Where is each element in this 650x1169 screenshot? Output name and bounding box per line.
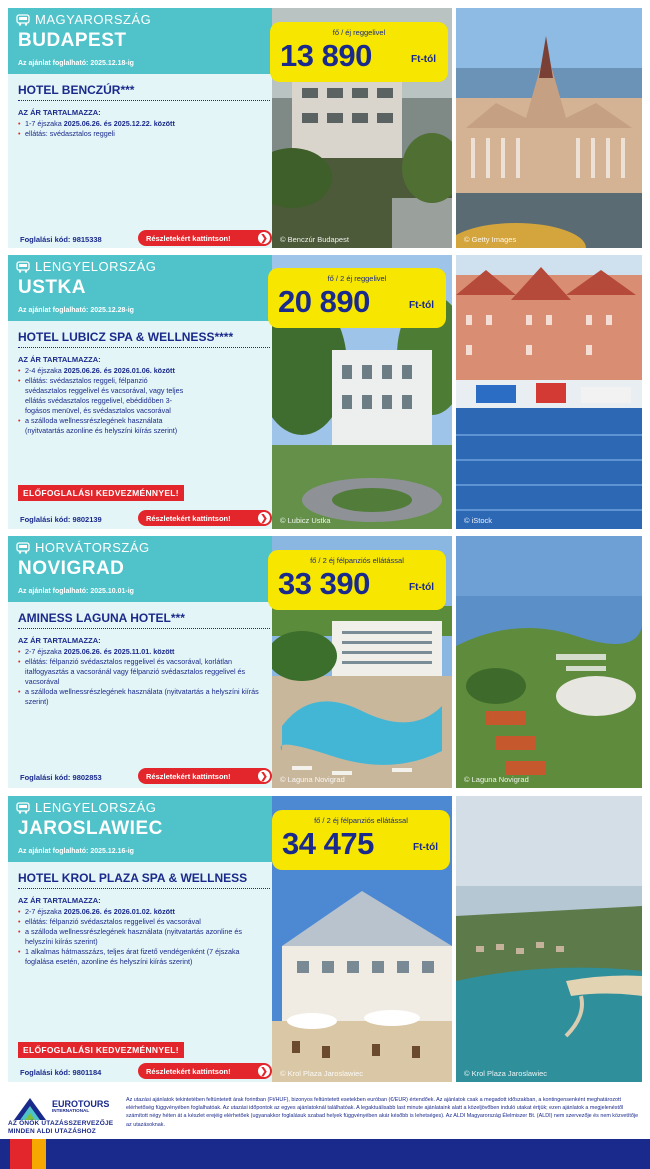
country-label: LENGYELORSZÁG bbox=[16, 259, 156, 274]
offer-card-budapest bbox=[8, 8, 272, 248]
list-item: • ellátás: svédasztalos reggeli, félpanzió svédasztalos reggelivel és vacsorával, vagy teljes ellátás svédasztalos reggelivel, ebédidőben 3-fogásos menüvel, és svédasztalos vacsorával bbox=[18, 376, 188, 416]
bottom-bar bbox=[0, 1139, 650, 1169]
decorative-stripe bbox=[10, 1139, 32, 1169]
bus-icon bbox=[16, 14, 30, 26]
country-label: LENGYELORSZÁG bbox=[16, 800, 156, 815]
availability-text: Az ajánlat foglalható: 2025.12.28-ig bbox=[18, 307, 134, 314]
price-basis: fő / 2 éj félpanziós ellátással bbox=[314, 816, 408, 825]
availability-text: Az ajánlat foglalható: 2025.10.01-ig bbox=[18, 588, 134, 595]
list-item: • 1 alkalmas hátmasszázs, teljes árat fizető vendégenként (7 éjszaka foglalása esetén, azonline és helyszíni kiírás szerint) bbox=[18, 947, 268, 967]
city-title: BUDAPEST bbox=[18, 30, 127, 51]
offer-card-ustka bbox=[8, 255, 272, 529]
price-badge bbox=[270, 22, 448, 82]
includes-list bbox=[18, 119, 268, 139]
price-basis: fő / 2 éj félpanziós ellátással bbox=[310, 556, 404, 565]
includes-label: AZ ÁR TARTALMAZZA: bbox=[18, 896, 101, 905]
price-badge bbox=[272, 810, 450, 870]
hotel-name: HOTEL KROL PLAZA SPA & WELLNESS bbox=[18, 871, 248, 885]
offer-card-jaroslawiec bbox=[8, 796, 272, 1082]
list-item: • a szálloda wellnessrészlegének használata (nyitvatartás azonline és helyszíni kiírás szerint) bbox=[18, 927, 268, 947]
disclaimer-text: Az utazási ajánlatok tekintetében feltüntetett árak forintban (Ft/HUF), bizonyos feltüntetett esetekben euróban (€/EUR) értendőek. Az ajánlatok csak a megadott időszakban, a kontingensenként meghatározott elérhetőség függvényében foglalhatóak. Az utazási időpontok az egyes ajánlatoknál találhatóak. A legaktuálisabb last minute ajánlataink alatt a közeljövőben induló utakat értjük; ezen ajánlatok a megjelenéstől számított négy héten át a készlet erejéig elérhetőek (ugyanakkor foglalásuk szabad helyek függvényében akár később is lehetséges). Az ALDI Magyarország Élelmiszer Bt. (ALDI) nem szervezője és nem közvetítője az utazásoknak. bbox=[126, 1097, 639, 1128]
city-title: USTKA bbox=[18, 277, 86, 298]
price-value: 13 890 bbox=[280, 38, 372, 73]
list-item: • a szálloda wellnessrészlegének használata (nyitvatartás a helyszíni kiírás szerint) bbox=[18, 687, 266, 707]
list-item: • ellátás: félpanzió svédasztalos reggelivel és vacsorával, korlátlan italfogyasztás a vacsoránál vagy félpanzió svédasztalos reggelivel és vacsorával bbox=[18, 657, 266, 687]
city-title: JAROSLAWIEC bbox=[18, 818, 163, 839]
availability-text: Az ajánlat foglalható: 2025.12.16-ig bbox=[18, 848, 134, 855]
includes-label: AZ ÁR TARTALMAZZA: bbox=[18, 636, 101, 645]
divider bbox=[18, 888, 270, 889]
hotel-name: HOTEL LUBICZ SPA & WELLNESS**** bbox=[18, 330, 234, 344]
photo-credit: © Getty Images bbox=[464, 235, 517, 244]
photo-credit: © Laguna Novigrad bbox=[280, 775, 345, 784]
price-suffix: Ft-tól bbox=[411, 54, 436, 65]
booking-code: Foglalási kód: 9815338 bbox=[20, 235, 102, 244]
list-item: • a szálloda wellnessrészlegének használata (nyitvatartás azonline és helyszíni kiírás szerint) bbox=[18, 416, 188, 436]
divider bbox=[18, 100, 270, 101]
tagline: AZ ÖNÖK UTAZÁSSZERVEZŐJE bbox=[8, 1120, 114, 1127]
promo-banner: ELŐFOGLALÁSI KEDVEZMÉNNYEL! bbox=[18, 485, 184, 501]
details-button[interactable]: Részletekért kattintson! ❯ bbox=[138, 768, 272, 784]
includes-label: AZ ÁR TARTALMAZZA: bbox=[18, 355, 101, 364]
arrow-right-icon: ❯ bbox=[258, 512, 270, 524]
bus-icon bbox=[16, 542, 30, 554]
offer-header bbox=[8, 255, 272, 321]
destination-photo bbox=[456, 255, 642, 529]
logo-mark-icon bbox=[12, 1096, 48, 1122]
arrow-right-icon: ❯ bbox=[258, 1065, 270, 1077]
brand-sub: INTERNATIONAL bbox=[52, 1108, 90, 1113]
offer-header bbox=[8, 8, 272, 74]
details-button[interactable]: Részletekért kattintson! ❯ bbox=[138, 1063, 272, 1079]
includes-list bbox=[18, 366, 188, 436]
bus-icon bbox=[16, 802, 30, 814]
booking-code: Foglalási kód: 9802139 bbox=[20, 515, 102, 524]
country-label: MAGYARORSZÁG bbox=[16, 12, 151, 27]
bus-icon bbox=[16, 261, 30, 273]
photo-credit: © Laguna Novigrad bbox=[464, 775, 529, 784]
promo-banner: ELŐFOGLALÁSI KEDVEZMÉNNYEL! bbox=[18, 1042, 184, 1058]
price-badge bbox=[268, 268, 446, 328]
list-item: • 2-7 éjszaka 2025.06.26. és 2026.01.02. között bbox=[18, 907, 268, 917]
offer-header bbox=[8, 536, 272, 602]
list-item: • 2-4 éjszaka 2025.06.26. és 2026.01.06. között bbox=[18, 366, 188, 376]
destination-photo bbox=[456, 536, 642, 788]
brand-name: EUROTOURS bbox=[52, 1099, 110, 1109]
booking-code: Foglalási kód: 9802853 bbox=[20, 773, 102, 782]
price-value: 20 890 bbox=[278, 284, 370, 319]
divider bbox=[18, 628, 270, 629]
list-item: • 2-7 éjszaka 2025.06.26. és 2025.11.01. között bbox=[18, 647, 266, 657]
list-item: • 1-7 éjszaka 2025.06.26. és 2025.12.22. között bbox=[18, 119, 268, 129]
hotel-name: HOTEL BENCZÚR*** bbox=[18, 83, 135, 97]
offer-header bbox=[8, 796, 272, 862]
country-label: HORVÁTORSZÁG bbox=[16, 540, 150, 555]
price-suffix: Ft-tól bbox=[409, 582, 434, 593]
price-suffix: Ft-tól bbox=[409, 300, 434, 311]
price-value: 34 475 bbox=[282, 826, 374, 861]
booking-code: Foglalási kód: 9801184 bbox=[20, 1068, 102, 1077]
photo-credit: © Lubicz Ustka bbox=[280, 516, 331, 525]
photo-credit: © Krol Plaza Jaroslawiec bbox=[280, 1069, 364, 1078]
includes-label: AZ ÁR TARTALMAZZA: bbox=[18, 108, 101, 117]
list-item: • ellátás: svédasztalos reggeli bbox=[18, 129, 268, 139]
photo-credit: © Benczúr Budapest bbox=[280, 235, 349, 244]
destination-photo bbox=[456, 8, 642, 248]
includes-list bbox=[18, 907, 268, 967]
availability-text: Az ajánlat foglalható: 2025.12.18-ig bbox=[18, 60, 134, 67]
arrow-right-icon: ❯ bbox=[258, 770, 270, 782]
includes-list bbox=[18, 647, 266, 707]
destination-photo bbox=[456, 796, 642, 1082]
arrow-right-icon: ❯ bbox=[258, 232, 270, 244]
hotel-name: AMINESS LAGUNA HOTEL*** bbox=[18, 611, 185, 625]
details-button[interactable]: Részletekért kattintson! ❯ bbox=[138, 510, 272, 526]
price-suffix: Ft-tól bbox=[413, 842, 438, 853]
price-value: 33 390 bbox=[278, 566, 370, 601]
photo-credit: © Krol Plaza Jaroslawiec bbox=[464, 1069, 548, 1078]
price-basis: fő / éj reggelivel bbox=[332, 28, 386, 37]
city-title: NOVIGRAD bbox=[18, 558, 125, 579]
list-item: • ellátás: félpanzió svédasztalos reggelivel és vacsorával bbox=[18, 917, 268, 927]
details-button[interactable]: Részletekért kattintson! ❯ bbox=[138, 230, 272, 246]
price-badge bbox=[268, 550, 446, 610]
photo-credit: © iStock bbox=[464, 516, 493, 525]
offer-card-novigrad bbox=[8, 536, 272, 788]
divider bbox=[18, 347, 270, 348]
decorative-stripe bbox=[32, 1139, 46, 1169]
tagline: MINDEN ALDI UTAZÁSHOZ bbox=[8, 1128, 96, 1135]
price-basis: fő / 2 éj reggelivel bbox=[327, 274, 387, 283]
